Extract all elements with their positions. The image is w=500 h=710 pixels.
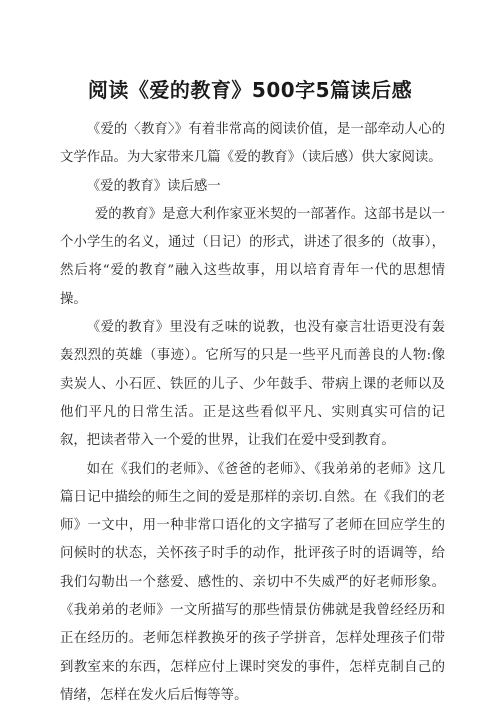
body-paragraph: 爱的教育》是意大利作家亚米契的一部著作。这部书是以一个小学生的名义，通过（日记）的形式，讲述了很多的（故事），然后将“爱的教育”融入这些故事，用以培育青年一代的思想情操。 <box>60 206 445 307</box>
document-body <box>60 116 445 710</box>
section-heading: 《爱的教育》读后感一 <box>86 178 221 194</box>
document-title: 阅读《爱的教育》500字5篇读后感 <box>87 78 413 102</box>
body-paragraph: 如在《我们的老师》、《爸爸的老师》、《我弟弟的老师》这几篇日记中描绘的师生之间的爱是那样的亲切.自然。在《我们的老师》一文中，用一种非常口语化的文字描写了老师在回应学生的问候时的状态，关怀孩子时手的动作，批评孩子时的语调等，给我们勾勒出一个慈爱、感性的、亲切中不失威严的好老师形象。《我弟弟的老师》一文所描写的那些情景仿佛就是我曾经经历和正在经历的。老师怎样教换牙的孩子学拼音，怎样处理孩子们带到教室来的东西，怎样应付上课时突发的事件，怎样克制自己的情绪，怎样在发火后后悔等等。 <box>60 461 445 703</box>
intro-paragraph: 《爱的〈教育〉》有着非常高的阅读价值，是一部牵动人心的文学作品。为大家带来几篇《爱的教育》（读后感）供大家阅读。 <box>60 122 445 166</box>
body-paragraph: 《爱的教育》里没有乏味的说教，也没有豪言壮语更没有轰轰烈烈的英雄（事迹）。它所写的只是一些平凡而善良的人物:像卖炭人、小石匠、铁匠的儿子、少年鼓手、带病上课的老师以及他们平凡的日常生活。正是这些看似平凡、实则真实可信的记叙，把读者带入一个爱的世界，让我们在爱中受到教育。 <box>60 320 445 449</box>
